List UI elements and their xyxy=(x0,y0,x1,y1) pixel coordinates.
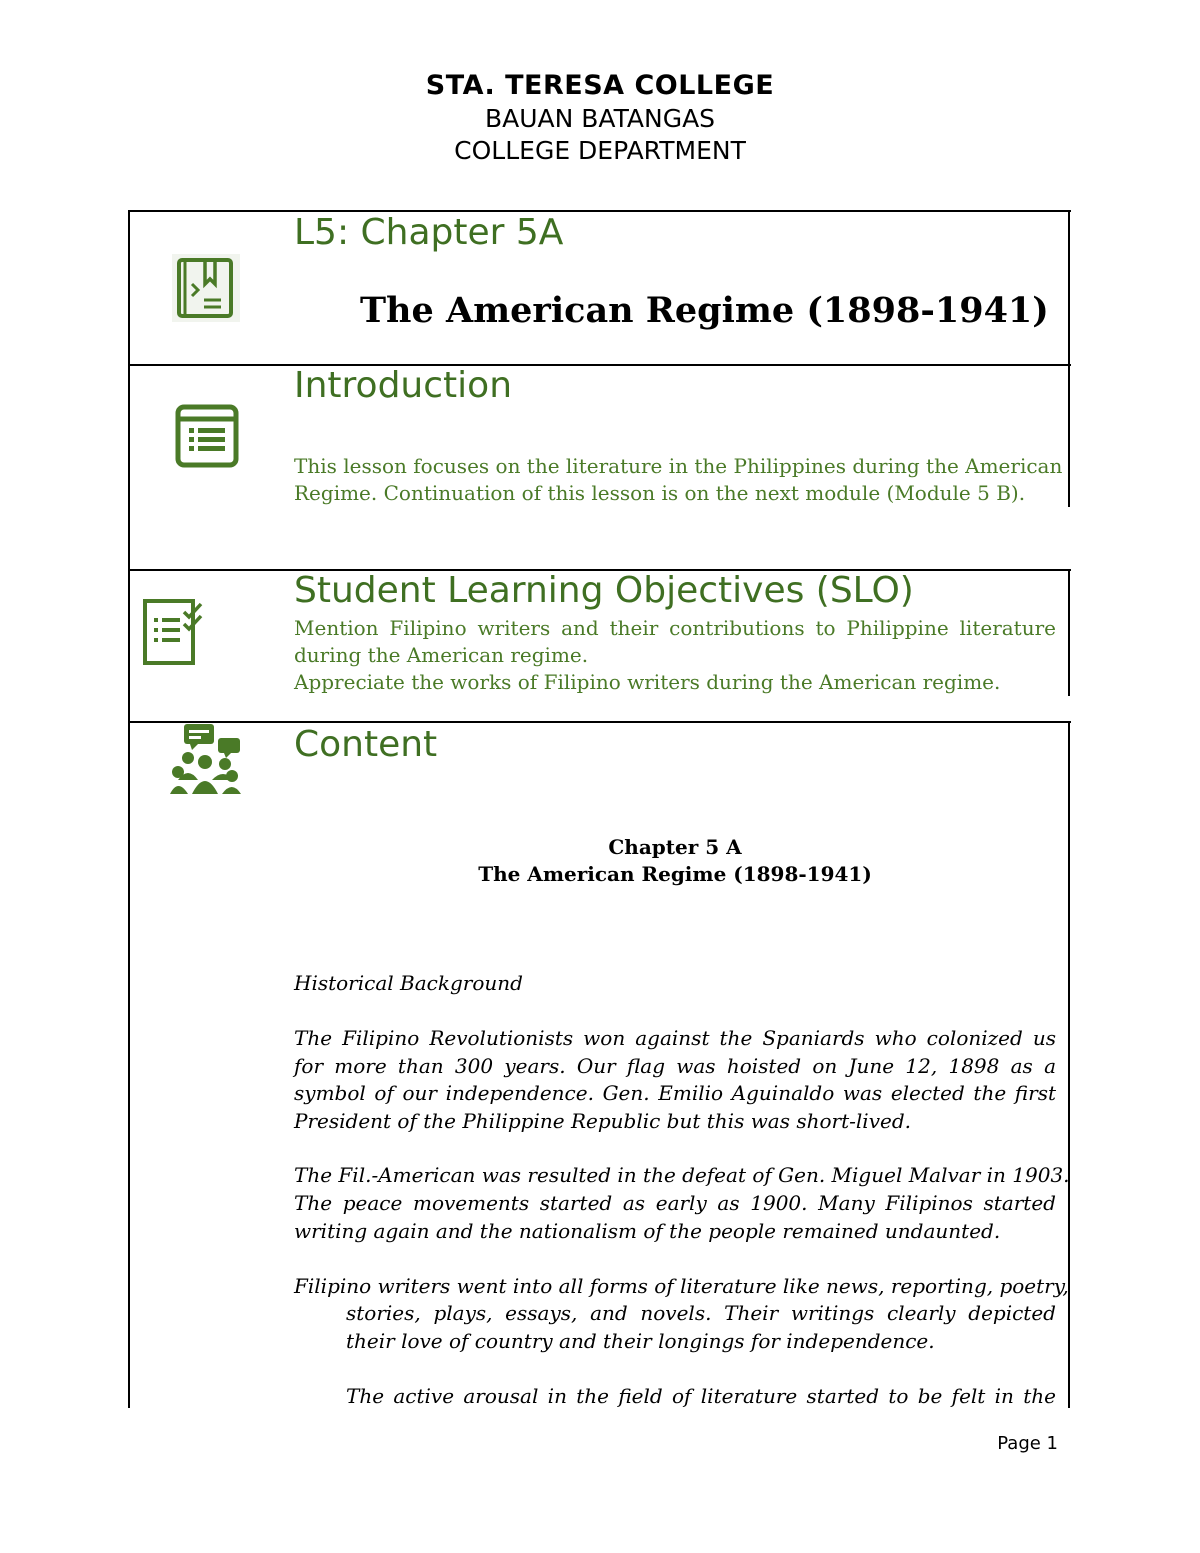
paragraph-2-rest: The peace movements started as early as 1900. Many Filipinos started writing again and the nationalism of the people remained undaunted. xyxy=(294,1191,1056,1243)
table-right-border-2 xyxy=(1068,569,1070,696)
introduction-line-2: Regime. Continuation of this lesson is on the next module (Module 5 B). xyxy=(294,481,1026,505)
page-number: Page 1 xyxy=(997,1433,1058,1454)
chapter-label: Chapter 5 A xyxy=(608,835,742,859)
lesson-code: L5: Chapter 5A xyxy=(294,212,564,253)
table-right-border-3 xyxy=(1068,721,1070,1408)
checklist-icon xyxy=(142,598,206,670)
historical-background-heading: Historical Background xyxy=(294,971,523,995)
table-right-border-1 xyxy=(1068,210,1070,507)
school-location: BAUAN BATANGAS xyxy=(484,104,716,133)
introduction-heading: Introduction xyxy=(294,365,513,406)
paragraph-2-line-1: The Fil.-American was resulted in the defeat of Gen. Miguel Malvar in 1903. xyxy=(294,1163,1070,1187)
slo-objective-2: Appreciate the works of Filipino writers during the American regime. xyxy=(294,670,1001,694)
paragraph-3-rest: stories, plays, essays, and novels. Their writings clearly depicted their love of country and their longings for independence. xyxy=(346,1301,1056,1353)
school-name: STA. TERESA COLLEGE xyxy=(425,70,775,101)
table-top-border xyxy=(128,210,1071,212)
slo-heading: Student Learning Objectives (SLO) xyxy=(294,570,914,611)
group-discussion-icon xyxy=(168,722,242,800)
chapter-title: The American Regime (1898-1941) xyxy=(478,862,872,886)
paragraph-4: The active arousal in the field of literature started to be felt in the xyxy=(346,1384,1056,1408)
table-left-border xyxy=(128,210,130,1408)
row-divider-1 xyxy=(128,364,1071,366)
slo-objective-1: Mention Filipino writers and their contributions to Philippine literature during the American regime. xyxy=(294,616,1056,667)
content-heading: Content xyxy=(294,724,438,765)
paragraph-1: The Filipino Revolutionists won against the Spaniards who colonized us for more than 300 years. Our flag was hoisted on June 12, 1898 as a symbol of our independence. Gen. Emilio Aguinaldo was elected the first President of the Philippine Republic but this was short-lived. xyxy=(294,1026,1056,1133)
lesson-title: The American Regime (1898-1941) xyxy=(360,290,1049,331)
book-icon xyxy=(172,254,240,326)
document-list-icon xyxy=(175,404,239,472)
department-name: COLLEGE DEPARTMENT xyxy=(454,136,746,165)
paragraph-3-first-line: Filipino writers went into all forms of literature like news, reporting, poetry, xyxy=(294,1274,1069,1298)
introduction-line-1: This lesson focuses on the literature in the Philippines during the American xyxy=(294,454,1063,478)
row-divider-3 xyxy=(128,721,1071,723)
